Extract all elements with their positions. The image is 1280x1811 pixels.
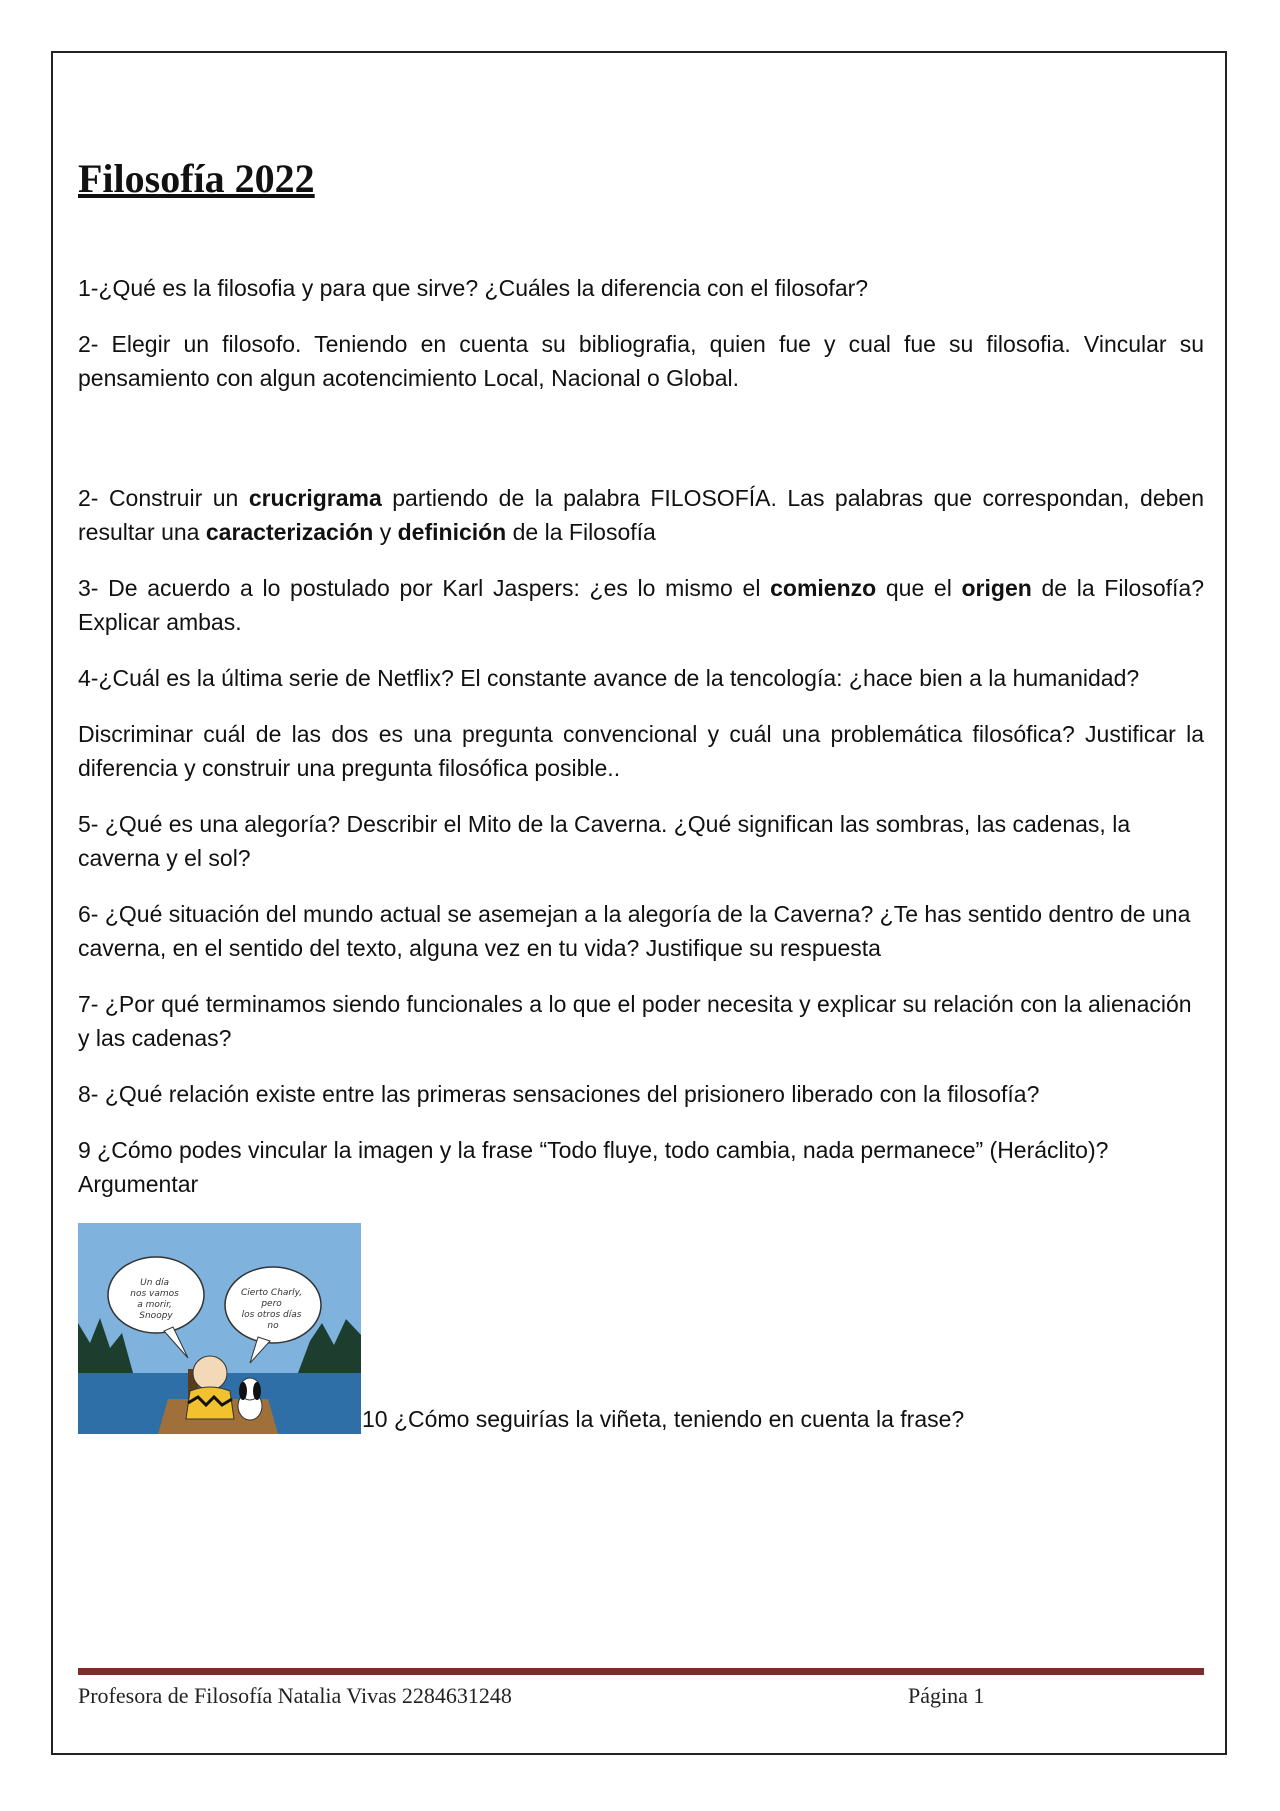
footer-rule xyxy=(78,1668,1204,1675)
question-7: 7- ¿Por qué terminamos siendo funcionales a lo que el poder necesita y explicar su relación con la alienación y las cadenas? xyxy=(78,991,1192,1051)
bubble-right-line-3: los otros días xyxy=(241,1310,302,1320)
footer-author: Profesora de Filosofía Natalia Vivas 2284631248 xyxy=(78,1683,512,1708)
question-10: 10 ¿Cómo seguirías la viñeta, teniendo en cuenta la frase? xyxy=(362,1406,965,1432)
question-2: 2- Elegir un filosofo. Teniendo en cuenta su bibliografia, quien fue y cual fue su filosofia. Vincular su pensamiento con algun acotencimiento Local, Nacional o Global. xyxy=(78,331,1204,391)
spacer xyxy=(78,417,1204,481)
bubble-left-line-3: a morir, xyxy=(137,1300,172,1310)
question-8: 8- ¿Qué relación existe entre las primeras sensaciones del prisionero liberado con la filosofía? xyxy=(78,1081,1040,1107)
document-body xyxy=(78,155,1204,1434)
question-1: 1-¿Qué es la filosofia y para que sirve? ¿Cuáles la diferencia con el filosofar? xyxy=(78,275,869,301)
question-6: 6- ¿Qué situación del mundo actual se asemejan a la alegoría de la Caverna? ¿Te has sentido dentro de una caverna, en el sentido del texto, alguna vez en tu vida? Justifique su respuesta xyxy=(78,901,1191,961)
bubble-left-line-2: nos vamos xyxy=(130,1289,179,1299)
charlie-snoopy-cartoon xyxy=(78,1223,361,1434)
bubble-right-line-4: no xyxy=(267,1321,279,1331)
question-4: 4-¿Cuál es la última serie de Netflix? El constante avance de la tencología: ¿hace bien a la humanidad? xyxy=(78,665,1140,691)
bubble-right-line-1: Cierto Charly, xyxy=(241,1288,303,1298)
question-10-row xyxy=(78,1223,1204,1434)
question-3: 3- De acuerdo a lo postulado por Karl Jaspers: ¿es lo mismo el comienzo que el origen de la Filosofía? Explicar ambas. xyxy=(78,575,1205,635)
page-number: Página 1 xyxy=(908,1683,985,1708)
bubble-left-line-1: Un día xyxy=(140,1278,170,1288)
question-2-crucigrama: 2- Construir un crucrigrama partiendo de la palabra FILOSOFÍA. Las palabras que correspondan, deben resultar una caracterización y definición de la Filosofía xyxy=(78,485,1204,545)
bubble-left-line-4: Snoopy xyxy=(139,1311,173,1321)
page-title: Filosofía 2022 xyxy=(78,156,315,201)
question-5: 5- ¿Qué es una alegoría? Describir el Mito de la Caverna. ¿Qué significan las sombras, las cadenas, la caverna y el sol? xyxy=(78,811,1131,871)
question-4-discriminar: Discriminar cuál de las dos es una pregunta convencional y cuál una problemática filosófica? Justificar la diferencia y construir una pregunta filosófica posible.. xyxy=(78,721,1204,781)
footer xyxy=(78,1683,1204,1709)
question-9: 9 ¿Cómo podes vincular la imagen y la frase “Todo fluye, todo cambia, nada permanece” (Heráclito)? Argumentar xyxy=(78,1137,1109,1197)
bubble-right-line-2: pero xyxy=(261,1299,282,1309)
